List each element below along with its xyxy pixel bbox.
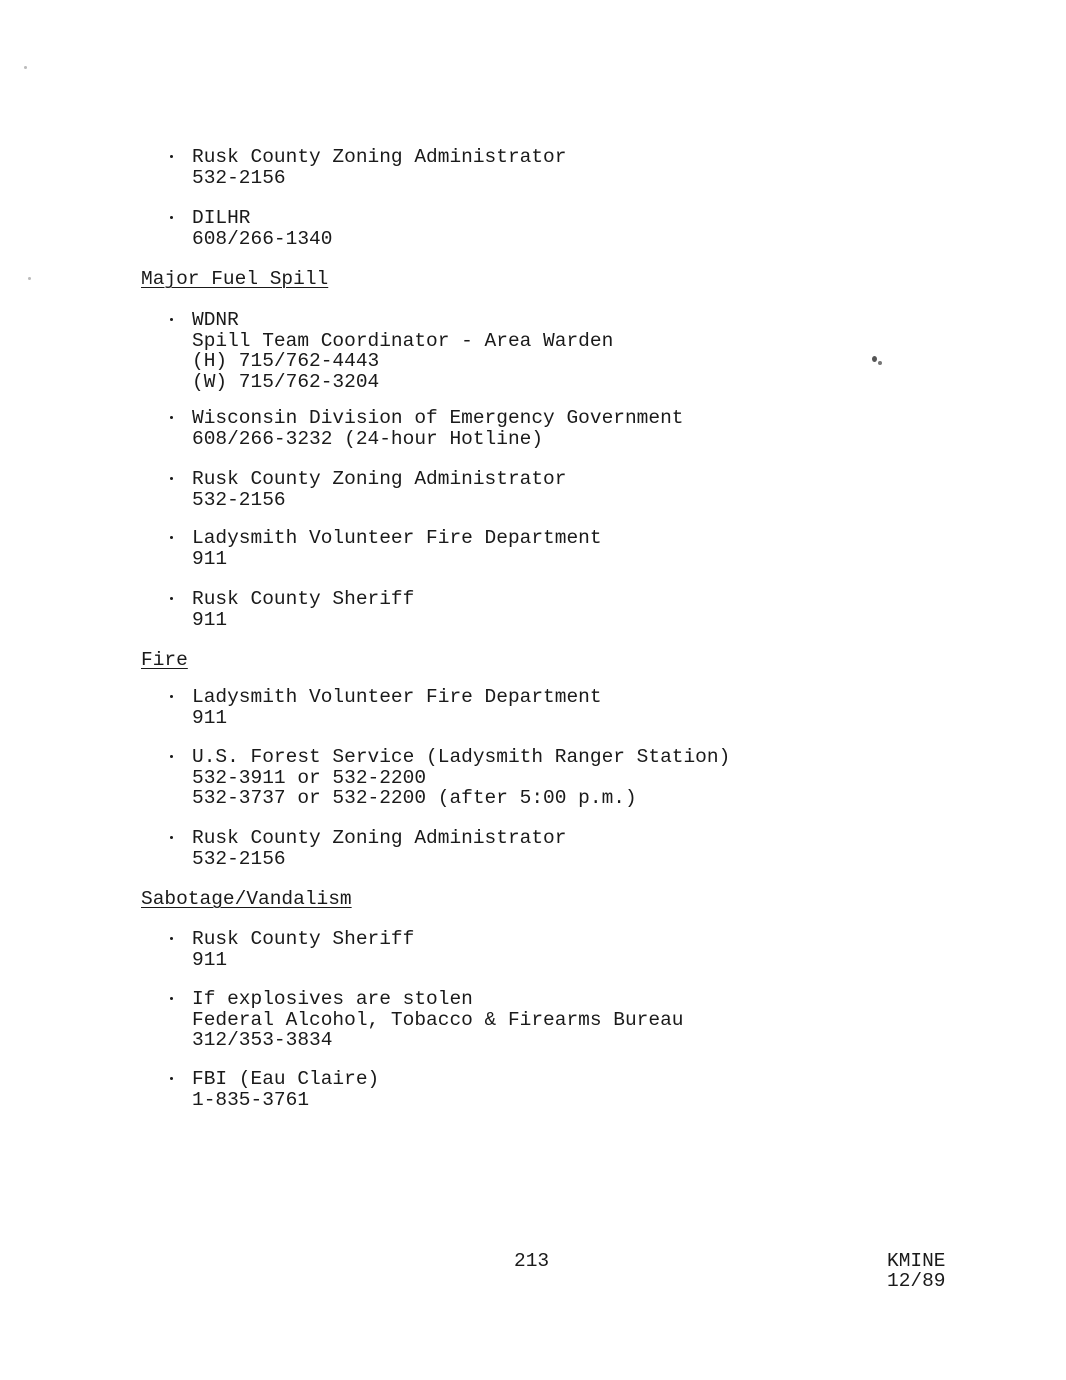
list-item [192, 528, 602, 569]
bullet-icon [170, 318, 173, 321]
list-item [192, 989, 683, 1051]
bullet-icon [170, 536, 173, 539]
list-item [192, 747, 730, 809]
contact-phone: 911 [192, 547, 228, 570]
contact-name: Federal Alcohol, Tobacco & Firearms Bureau [192, 1008, 684, 1031]
contact-phone: 911 [192, 706, 228, 729]
contact-phone: (H) 715/762-4443 [192, 350, 380, 372]
bullet-icon [170, 997, 173, 1000]
contact-phone: 608/266-3232 (24-hour Hotline) [192, 427, 544, 450]
list-item [192, 828, 566, 869]
contact-phone: 532-3737 or 532-2200 (after 5:00 p.m.) [192, 787, 637, 809]
contact-name: DILHR [192, 207, 251, 229]
list-item [192, 589, 414, 630]
list-item [192, 1069, 379, 1110]
contact-name: U.S. Forest Service (Ladysmith Ranger Station) [192, 746, 731, 768]
contact-name: Ladysmith Volunteer Fire Department [192, 686, 602, 708]
bullet-icon [170, 695, 173, 698]
page-number: 213 [514, 1250, 550, 1272]
contact-phone: 532-2156 [192, 847, 286, 870]
bullet-icon [170, 216, 173, 219]
document-id-block [887, 1251, 946, 1291]
list-item [192, 687, 602, 728]
section-heading-sabotage-vandalism: Sabotage/Vandalism [141, 888, 352, 910]
bullet-icon [170, 155, 173, 158]
contact-phone: 312/353-3834 [192, 1029, 333, 1051]
bullet-icon [170, 597, 173, 600]
contact-name: Rusk County Zoning Administrator [192, 146, 567, 168]
contact-name: Ladysmith Volunteer Fire Department [192, 527, 602, 549]
list-item [192, 469, 566, 510]
contact-name: Rusk County Zoning Administrator [192, 827, 567, 849]
contact-phone: 911 [192, 608, 228, 631]
contact-name: FBI (Eau Claire) [192, 1068, 380, 1090]
contact-phone: (W) 715/762-3204 [192, 370, 380, 393]
document-date: 12/89 [887, 1270, 946, 1292]
scan-speck [28, 277, 31, 280]
document-id: KMINE [887, 1250, 946, 1272]
contact-phone: 911 [192, 948, 228, 971]
contact-phone: 1-835-3761 [192, 1088, 310, 1111]
bullet-icon [170, 937, 173, 940]
contact-name: WDNR [192, 309, 239, 331]
contact-phone: 532-2156 [192, 166, 286, 189]
scan-speck [24, 66, 27, 69]
contact-phone: 532-2156 [192, 488, 286, 511]
list-item [192, 208, 332, 249]
list-item [192, 310, 613, 392]
scan-speck [872, 356, 877, 362]
list-item [192, 147, 566, 188]
contact-name: Rusk County Sheriff [192, 588, 415, 610]
list-item [192, 929, 414, 970]
contact-name: Rusk County Zoning Administrator [192, 468, 567, 490]
section-heading-fire: Fire [141, 649, 188, 671]
contact-phone: 532-3911 or 532-2200 [192, 766, 427, 789]
bullet-icon [170, 1077, 173, 1080]
scan-speck [878, 361, 882, 365]
bullet-icon [170, 416, 173, 419]
list-item [192, 408, 683, 449]
bullet-icon [170, 755, 173, 758]
contact-name: Rusk County Sheriff [192, 928, 415, 950]
contact-name: Wisconsin Division of Emergency Government [192, 407, 684, 429]
bullet-icon [170, 477, 173, 480]
section-heading-major-fuel-spill: Major Fuel Spill [141, 268, 329, 290]
contact-title: Spill Team Coordinator - Area Warden [192, 329, 614, 352]
contact-condition: If explosives are stolen [192, 988, 473, 1010]
contact-phone: 608/266-1340 [192, 227, 333, 250]
bullet-icon [170, 836, 173, 839]
